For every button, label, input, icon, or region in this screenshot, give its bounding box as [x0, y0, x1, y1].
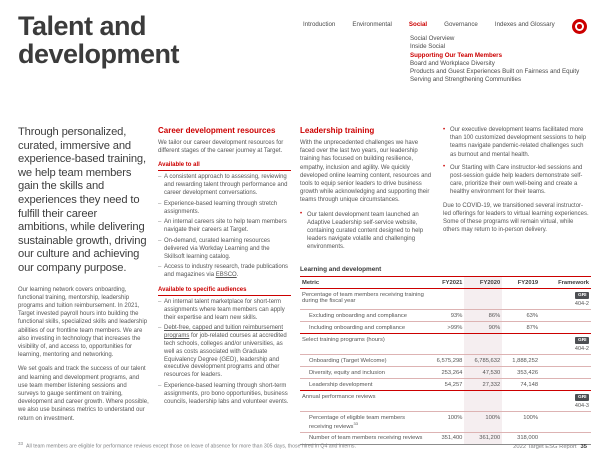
subnav-item-serving-and-strengthening-communities[interactable]: Serving and Strengthening Communities: [410, 76, 522, 84]
metric-value: 74,148: [502, 379, 540, 391]
metric-value: 361,200: [464, 432, 502, 444]
table-title: Learning and development: [300, 266, 382, 273]
metric-value: 86%: [464, 310, 502, 322]
nav-item-governance[interactable]: Governance: [444, 21, 478, 28]
subnav-item-products-and-guest-experiences-built-on-fairness-and-equity[interactable]: Products and Guest Experiences Built on Fairness and Equity: [410, 68, 580, 76]
bullet-item: – Experience-based learning through stretch assignments.: [158, 201, 291, 217]
career-intro: We tailor our career development resources for different stages of the career journey at Target.: [158, 140, 284, 155]
table-row: [300, 379, 591, 391]
metric-label: Select training programs (hours): [300, 334, 428, 355]
nav-item-indexes-and-glossary[interactable]: Indexes and Glossary: [494, 21, 555, 28]
nav-item-social[interactable]: Social: [408, 21, 428, 28]
gri-badge: GRI: [575, 337, 589, 344]
intro-column: [18, 126, 149, 429]
table-header: [300, 277, 591, 289]
subnav-item-board-and-workplace-diversity[interactable]: Board and Workplace Diversity: [410, 59, 495, 67]
bullet-text: Access to industry research, trade publications and magazines via: [164, 264, 289, 279]
table-row: [300, 310, 591, 322]
bullet-item: [158, 264, 291, 280]
metric-value: [502, 289, 540, 310]
metric-value: 47,530: [464, 367, 502, 379]
page-reference: [513, 444, 587, 450]
bullet-item: • Our executive development teams facilitated more than 100 customized development sessions to help teams navigate pandemic-related challenges such as burnout and mental health.: [443, 126, 591, 159]
intro-paragraph-2: We set goals and track the success of our talent and learning and development programs, and use team member listening sessions and surveys to gauge sentiment on training, development and career growth. Where possible, we also use business metrics to understand our return on investment.: [18, 366, 149, 422]
footnote-number: 33: [18, 441, 24, 447]
leadership-heading: Leadership training: [300, 126, 375, 135]
subnav-item-supporting-our-team-members[interactable]: Supporting Our Team Members: [410, 51, 503, 59]
table-row: [300, 412, 591, 433]
available-to-all-list: [158, 174, 291, 280]
footnote: [18, 441, 358, 450]
available-to-all-subheading: Available to all: [158, 162, 291, 171]
metric-value: 54,257: [428, 379, 464, 391]
metric-value: [428, 391, 464, 412]
gri-code: 404-2: [574, 345, 589, 352]
gri-code: 404-2: [574, 300, 589, 307]
page-number: 35: [580, 444, 587, 450]
metric-label: Annual performance reviews: [300, 391, 428, 412]
metric-value: 100%: [428, 412, 464, 433]
table-row: [300, 355, 591, 367]
metric-value: [464, 391, 502, 412]
inline-link[interactable]: Debt-free, capped and tuition reimbursement programs: [164, 325, 284, 340]
metric-label: Percentage of eligible team members receiving reviews$^{33}$: [300, 412, 428, 433]
gri-badge: GRI: [575, 292, 589, 299]
metric-value: >99%: [428, 322, 464, 334]
intro-paragraph-1: Our learning network covers onboarding, functional training, mentorship, leadership programs and tuition reimbursement. In 2021, Target invested payroll hours into building the functional skills, specialized skills and leadership abilities of our frontline team members. We are also investing in technology that increases the visibility of, and access to, opportunities for learning, mentoring and networking.: [18, 286, 148, 359]
target-bullseye-logo-icon[interactable]: [572, 19, 587, 34]
metric-value: 1,888,252: [502, 355, 540, 367]
available-to-specific-subheading: Available to specific audiences: [158, 287, 291, 296]
bullseye-ring: [575, 22, 584, 31]
career-heading: Career development resources: [158, 126, 276, 135]
bullet-item: • Our Starting with Care instructor-led sessions and post-session guide help leaders demonstrate self-care, prioritize their own well-being and create a healthy environment for their teams.: [443, 164, 591, 197]
metric-label: Onboarding (Target Welcome): [300, 355, 428, 367]
framework-cell: [540, 355, 591, 367]
intro-lede: Through personalized, curated, immersive and experience-based training, we help team members gain the skills and experiences they need to fulfill their career ambitions, while delivering sustainable growth, driving our culture and achieving our company purpose.: [18, 126, 147, 274]
metric-label: Number of team members receiving reviews: [300, 432, 428, 444]
bullet-text: for job-related courses at accredited tech schools, colleges and/or universities, as well as costs associated with Graduate Equivalency Degree (GED), leadership and executive development programs and other resources for leaders.: [164, 333, 287, 379]
bullet-text: .: [236, 272, 239, 279]
bullet-item: – An internal talent marketplace for short-term assignments where team members can apply their expertise and learn new skills.: [158, 299, 291, 322]
metric-label: Excluding onboarding and compliance: [300, 310, 428, 322]
column-header-fy2020: FY2020: [464, 277, 502, 289]
learning-development-table-section: [300, 266, 591, 445]
bullet-item: – Experience-based learning through short-term assignments, pro bono opportunities, business councils, leadership labs and volunteer events.: [158, 383, 291, 406]
bullseye-dot: [577, 24, 582, 29]
gri-badge: GRI: [575, 394, 589, 401]
metric-value: 100%: [464, 412, 502, 433]
column-header-fy2021: FY2021: [428, 277, 464, 289]
column-header-metric: Metric: [300, 277, 428, 289]
right-bullet-list: [443, 126, 591, 197]
metric-value: 63%: [502, 310, 540, 322]
table-row: [300, 391, 591, 412]
metric-value: 100%: [502, 412, 540, 433]
learning-development-table: [300, 276, 591, 445]
metric-label: Leadership development: [300, 379, 428, 391]
social-sub-nav: [410, 35, 579, 85]
bullet-item: – A consistent approach to assessing, reviewing and rewarding talent through performance and career development conversations.: [158, 174, 291, 197]
inline-link[interactable]: EBSCO: [215, 272, 237, 279]
metric-value: 27,332: [464, 379, 502, 391]
page-title: Talent and development: [18, 11, 180, 69]
framework-cell: [540, 379, 591, 391]
metric-value: 6,575,298: [428, 355, 464, 367]
footnote-text: All team members are eligible for performance reviews except those on leave of absence for more than 305 days, those hired in Q4 and interns.: [26, 444, 356, 450]
metric-value: 353,426: [502, 367, 540, 379]
framework-cell: [540, 334, 591, 355]
leadership-training-column: [300, 126, 434, 257]
framework-cell: [540, 367, 591, 379]
table-row: [300, 289, 591, 310]
metric-value: 87%: [502, 322, 540, 334]
metric-value: [464, 289, 502, 310]
subnav-item-inside-social[interactable]: Inside Social: [410, 43, 446, 51]
column-header-fy2019: FY2019: [502, 277, 540, 289]
metric-value: 351,400: [428, 432, 464, 444]
metric-value: 93%: [428, 310, 464, 322]
bullet-item: [158, 325, 291, 380]
framework-cell: [540, 391, 591, 412]
table-row: [300, 367, 591, 379]
framework-cell: [540, 432, 591, 444]
metric-label: Including onboarding and compliance: [300, 322, 428, 334]
gri-code: 404-3: [574, 402, 589, 409]
framework-cell: [540, 310, 591, 322]
metric-value: [464, 334, 502, 355]
bullet-item: – On-demand, curated learning resources delivered via Workday Learning and the Skillsoft learning catalog.: [158, 238, 291, 261]
bullet-item: • Our talent development team launched an Adaptive Leadership self-service website, containing curated content designed to help leaders navigate volatile and challenging environments.: [300, 211, 434, 252]
metric-value: 253,264: [428, 367, 464, 379]
metric-value: 90%: [464, 322, 502, 334]
subnav-item-social-overview[interactable]: Social Overview: [410, 35, 455, 42]
framework-cell: [540, 289, 591, 310]
framework-cell: [540, 322, 591, 334]
metric-value: [428, 334, 464, 355]
table-row: [300, 322, 591, 334]
available-to-specific-list: [158, 299, 291, 406]
bullet-item: – An internal careers site to help team members navigate their careers at Target.: [158, 219, 291, 235]
metric-label: Diversity, equity and inclusion: [300, 367, 428, 379]
career-development-column: [158, 126, 291, 409]
covid-paragraph: Due to COVID-19, we transitioned several instructor-led offerings for leaders to virtual learning experiences. Some of these programs will remain virtual, while others may return to in-person delivery.: [443, 202, 589, 234]
top-nav: [303, 21, 555, 28]
metric-value: 318,000: [502, 432, 540, 444]
report-name: 2022 Target ESG Report: [513, 444, 577, 450]
nav-item-introduction[interactable]: Introduction: [303, 21, 336, 28]
leadership-bullet-list: [300, 211, 434, 252]
metric-value: [428, 289, 464, 310]
metric-label: Percentage of team members receiving training during the fiscal year: [302, 291, 424, 304]
framework-cell: [540, 412, 591, 433]
right-column: [443, 126, 591, 240]
metric-value: [502, 334, 540, 355]
metric-value: [502, 391, 540, 412]
column-header-framework: Framework: [540, 277, 591, 289]
metric-value: 6,785,632: [464, 355, 502, 367]
nav-item-environmental[interactable]: Environmental: [352, 21, 392, 28]
table-row: [300, 334, 591, 355]
leadership-intro: With the unprecedented challenges we have faced over the last two years, our leadership training has focused on building resilience, empathy, inclusion and agility. We quickly developed online learning content, resources and tools to equip senior leaders to drive business growth while acknowledging and supporting their teams through unique circumstances.: [300, 140, 432, 204]
